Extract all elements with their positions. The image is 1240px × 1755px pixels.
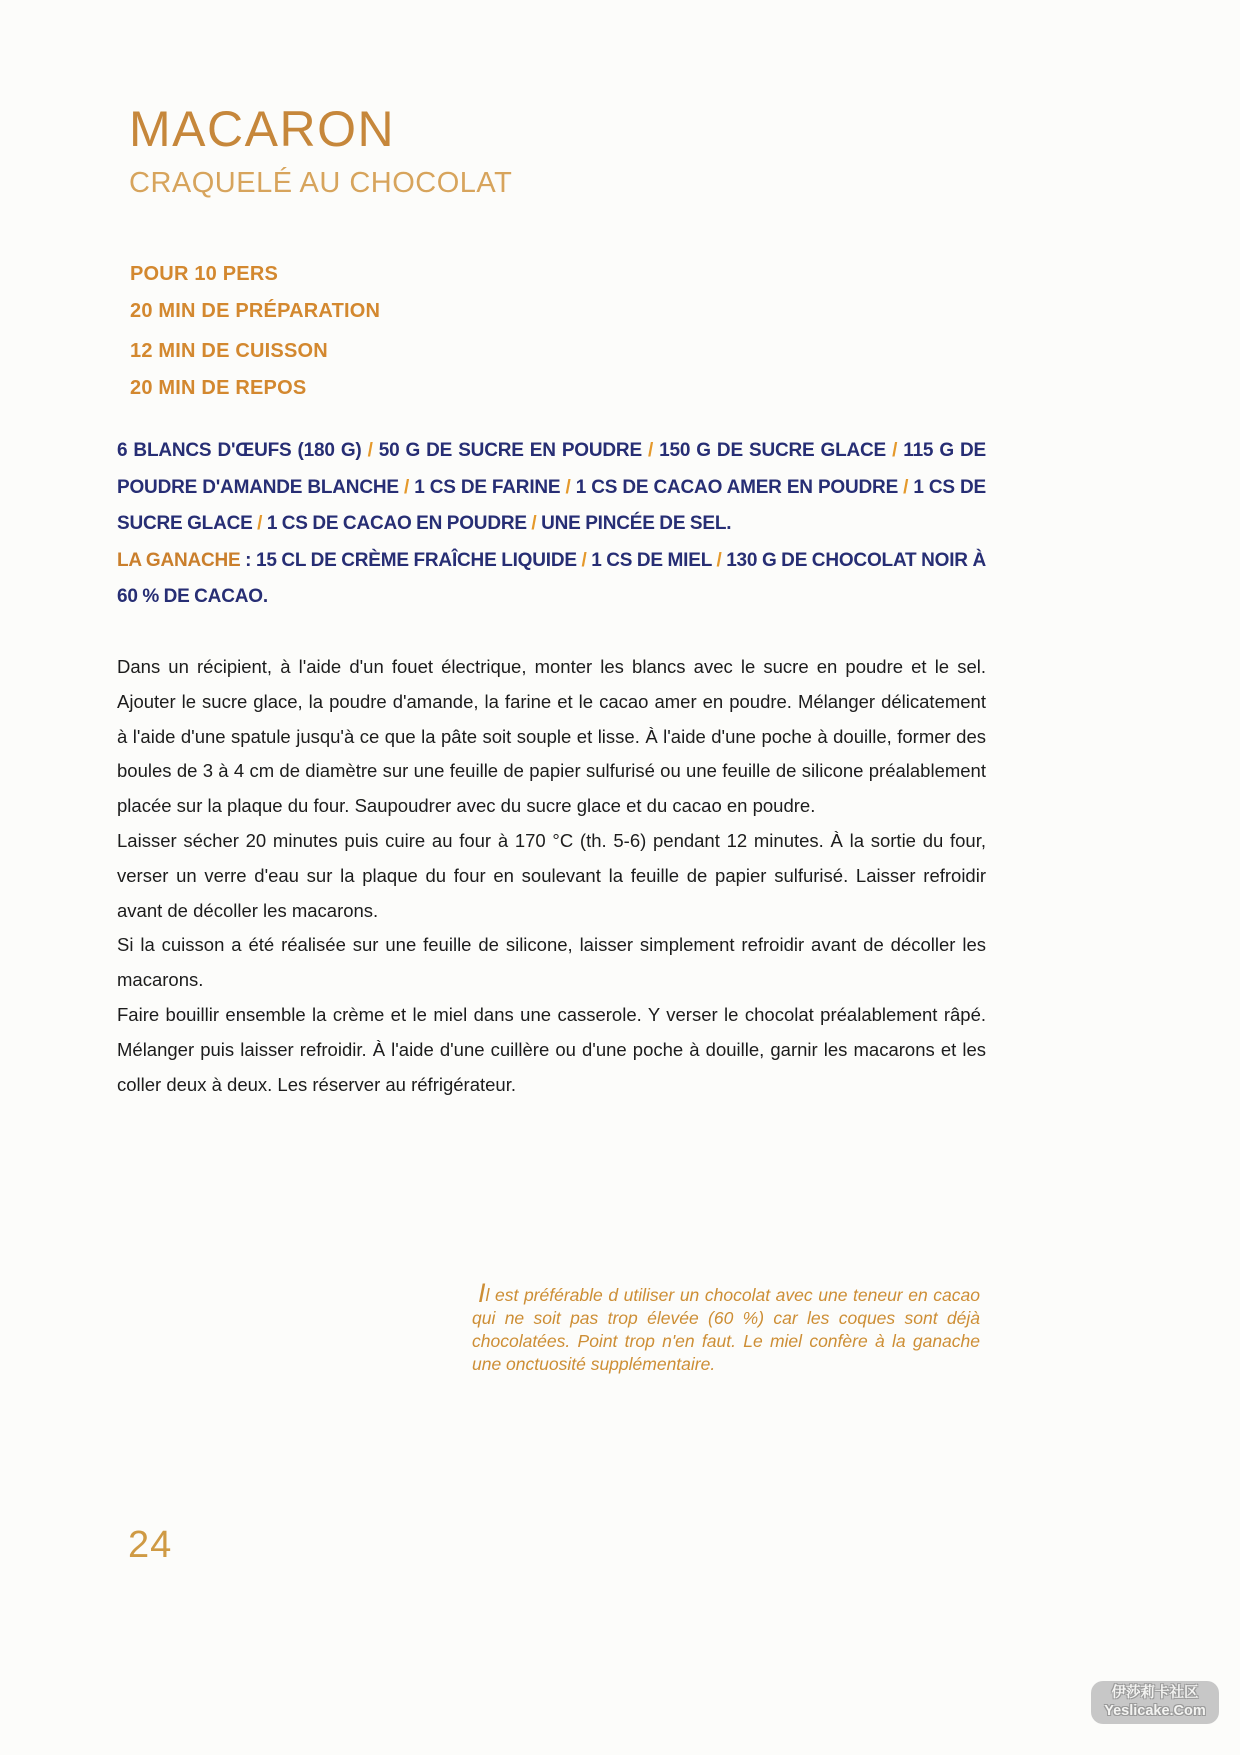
instruction-paragraph: Faire bouillir ensemble la crème et le miel dans une casserole. Y verser le chocolat préalablement râpé. Mélanger puis laisser refroidir. À l'aide d'une cuillère ou d'une poche à douille, garnir les macarons et les coller deux à deux. Les réserver au réfrigérateur. [117, 1003, 986, 1095]
watermark-line1: 伊莎莉卡社区 [1111, 1685, 1199, 1701]
slash-separator: / [886, 440, 904, 461]
ingredients-main [117, 433, 986, 543]
page-number: 24 [128, 1524, 173, 1566]
slash-separator: / [641, 440, 660, 461]
ingredient-item: 6 BLANCS D'ŒUFS (180 G) [117, 440, 362, 461]
ganache-item: 15 CL DE CRÈME FRAÎCHE LIQUIDE [255, 549, 577, 571]
ingredient-item: 115 G DE POUDRE D'AMANDE BLANCHE [117, 440, 986, 498]
ingredient-item: 1 CS DE CACAO AMER EN POUDRE [575, 476, 899, 498]
ingredients-section [117, 433, 986, 616]
meta-prep-time: 20 MIN DE PRÉPARATION [130, 300, 381, 322]
meta-cook-time: 12 MIN DE CUISSON [130, 340, 328, 362]
ingredient-item: 1 CS DE FARINE [414, 476, 561, 498]
instruction-paragraph: Dans un récipient, à l'aide d'un fouet électrique, monter les blancs avec le sucre en poudre et le sel. Ajouter le sucre glace, la poudre d'amande, la farine et le cacao amer en poudre. Mélanger délicatement à l'aide d'une spatule jusqu'à ce que la pâte soit souple et lisse. À l'aide d'une poche à douille, former des boules de 3 à 4 cm de diamètre sur une feuille de papier sulfurisé ou une feuille de silicone préalablement placée sur la plaque du four. Saupoudrer avec du sucre glace et du cacao en poudre. [117, 656, 986, 817]
ganache-line [117, 543, 986, 616]
ingredient-item: 50 G DE SUCRE EN POUDRE [378, 440, 642, 461]
page-title: MACARON [129, 101, 396, 157]
ingredient-item: 1 CS DE CACAO EN POUDRE [266, 513, 527, 534]
slash-separator: / [361, 440, 379, 461]
note-text: l est préférable d utiliser un chocolat avec une teneur en cacao qui ne soit pas trop élevée (60 %) car les coques sont déjà chocolatées. Point trop n'en faut. Le miel confère à la ganache une onctuosité supplémentaire. [472, 1285, 980, 1374]
page-subtitle: CRAQUELÉ AU CHOCOLAT [129, 167, 513, 199]
ganache-item: 130 G DE CHOCOLAT NOIR À 60 % DE CACAO. [117, 549, 986, 607]
instruction-paragraph: Si la cuisson a été réalisée sur une feuille de silicone, laisser simplement refroidir avant de décoller les macarons. [117, 934, 986, 991]
instruction-paragraph: Laisser sécher 20 minutes puis cuire au four à 170 °C (th. 5-6) pendant 12 minutes. À la sortie du four, verser un verre d'eau sur la plaque du four en soulevant la feuille de papier sulfurisé. Laisser refroidir avant de décoller les macarons. [117, 829, 986, 921]
slash-separator: / [711, 549, 727, 571]
watermark-line2: Yeslicake.Com [1104, 1703, 1206, 1719]
meta-rest-time: 20 MIN DE REPOS [130, 377, 307, 399]
note-drop-cap: I [478, 1278, 486, 1308]
ganache-colon: : [240, 549, 256, 571]
recipe-meta [130, 256, 380, 407]
ganache-item: 1 CS DE MIEL [591, 549, 712, 571]
chef-note [472, 1280, 980, 1375]
title-block [129, 101, 513, 199]
slash-separator: / [526, 513, 542, 534]
instructions-section [117, 650, 986, 1102]
ingredient-item: 1 CS DE SUCRE GLACE [117, 476, 986, 534]
ganache-label: LA GANACHE [117, 549, 241, 571]
meta-servings: POUR 10 PERS [130, 263, 279, 285]
slash-separator: / [252, 513, 267, 534]
slash-separator: / [560, 476, 576, 498]
slash-separator: / [398, 476, 415, 498]
ingredient-item: 150 G DE SUCRE GLACE [659, 440, 887, 461]
watermark-badge [1091, 1681, 1219, 1724]
slash-separator: / [898, 476, 914, 498]
ingredient-item: UNE PINCÉE DE SEL. [541, 513, 732, 534]
slash-separator: / [576, 549, 592, 571]
